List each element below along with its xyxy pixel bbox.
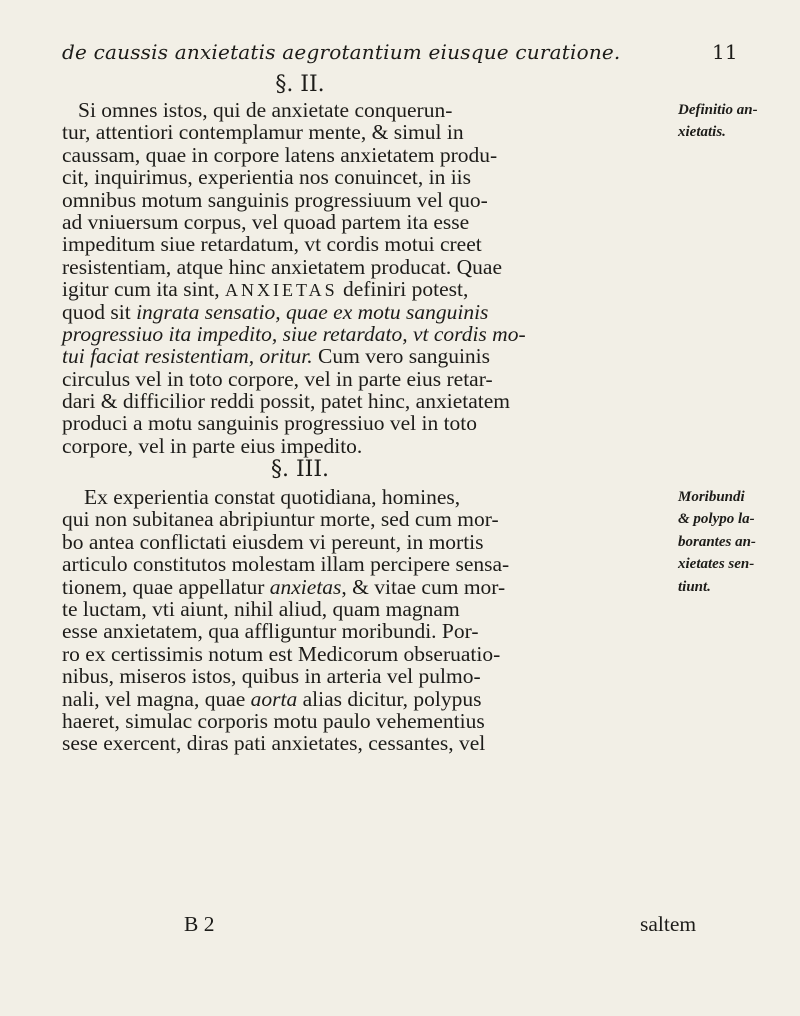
definition-italic: ingrata sensatio, quae ex motu sanguinis — [136, 299, 489, 324]
text-line: caussam, quae in corpore latens anxietatem produ- — [62, 142, 498, 167]
text-line: sese exercent, diras pati anxietates, cessantes, vel — [62, 731, 486, 756]
text-fragment: Cum vero sanguinis — [312, 344, 491, 369]
margin-note-line: xietatis. — [678, 124, 726, 141]
text-line: resistentiam, atque hinc anxietatem producat. Quae — [62, 254, 502, 279]
text-line: omnibus motum sanguinis progressiuum vel quo- — [62, 187, 488, 212]
text-line — [62, 301, 748, 323]
running-title: de caussis anxietatis aegrotantium eiusque curatione. — [62, 40, 621, 64]
signature-mark: B 2 — [184, 912, 215, 936]
margin-note-line: xietates sen- — [678, 556, 755, 573]
page-number: 11 — [712, 40, 738, 64]
margin-note-line: & polypo la- — [678, 511, 755, 528]
text-line — [62, 278, 748, 300]
catchword: saltem — [640, 912, 697, 936]
text-fragment: quod sit — [62, 299, 137, 324]
text-line: te luctam, vti aiunt, nihil aliud, quam magnam — [62, 596, 460, 621]
text-line: corpore, vel in parte eius impedito. — [62, 433, 363, 458]
text-line: impeditum siue retardatum, vt cordis motui creet — [62, 232, 482, 257]
section-heading-3: §. III. — [270, 457, 330, 482]
section-3-text — [62, 486, 748, 755]
section-heading-2: §. II. — [275, 72, 325, 97]
margin-note-moribundi — [678, 486, 796, 598]
margin-note-line: Moribundi — [678, 489, 745, 505]
text-line: dari & difficilior reddi possit, patet hinc, anxietatem — [62, 389, 510, 414]
text-fragment: tionem, quae appellatur — [62, 574, 270, 599]
margin-note-line: Definitio an- — [678, 102, 758, 118]
text-line: nibus, miseros istos, quibus in arteria vel pulmo- — [62, 664, 481, 689]
text-fragment: igitur cum ita sint, — [62, 277, 226, 302]
margin-note-line: borantes an- — [678, 533, 756, 550]
text-line: tur, attentiori contemplamur mente, & simul in — [62, 120, 464, 145]
text-line: qui non subitanea abripiuntur morte, sed cum mor- — [62, 507, 499, 532]
text-fragment: , & vitae cum mor- — [341, 574, 506, 599]
definition-italic: tui faciat resistentiam, oritur. — [62, 344, 313, 369]
text-line: articulo constitutos molestam illam percipere sensa- — [62, 552, 510, 577]
text-fragment: nali, vel magna, quae — [62, 686, 251, 711]
margin-note-definition — [678, 99, 796, 144]
text-line: Ex experientia constat quotidiana, homines, — [84, 485, 461, 509]
text-line: progressiuo ita impedito, siue retardato, vt cordis mo- — [62, 321, 526, 346]
text-line: Si omnes istos, qui de anxietate conquerun- — [78, 98, 453, 122]
defined-term: ANXIETAS — [225, 280, 338, 301]
text-line: circulus vel in toto corpore, vel in parte eius retar- — [62, 366, 493, 391]
text-line — [62, 688, 748, 710]
running-header — [62, 40, 738, 64]
text-line: esse anxietatem, qua affliguntur moribundi. Por- — [62, 619, 479, 644]
text-fragment: definiri potest, — [337, 277, 469, 302]
text-line: cit, inquirimus, experientia nos conuincet, in iis — [62, 165, 472, 190]
text-line: haeret, simulac corporis motu paulo vehementius — [62, 708, 485, 733]
text-line: bo antea conflictati eiusdem vi pereunt, in mortis — [62, 529, 484, 554]
text-line: ro ex certissimis notum est Medicorum obseruatio- — [62, 641, 501, 666]
text-line: ad vniuersum corpus, vel quoad partem ita esse — [62, 209, 470, 234]
term-italic: anxietas — [269, 574, 342, 599]
margin-note-line: tiunt. — [678, 578, 711, 595]
text-line — [62, 576, 748, 598]
text-line: produci a motu sanguinis progressiuo vel in toto — [62, 411, 478, 436]
section-2-text — [62, 99, 748, 457]
text-line — [62, 345, 748, 367]
text-fragment: alias dicitur, polypus — [297, 686, 482, 711]
term-italic: aorta — [250, 686, 298, 711]
